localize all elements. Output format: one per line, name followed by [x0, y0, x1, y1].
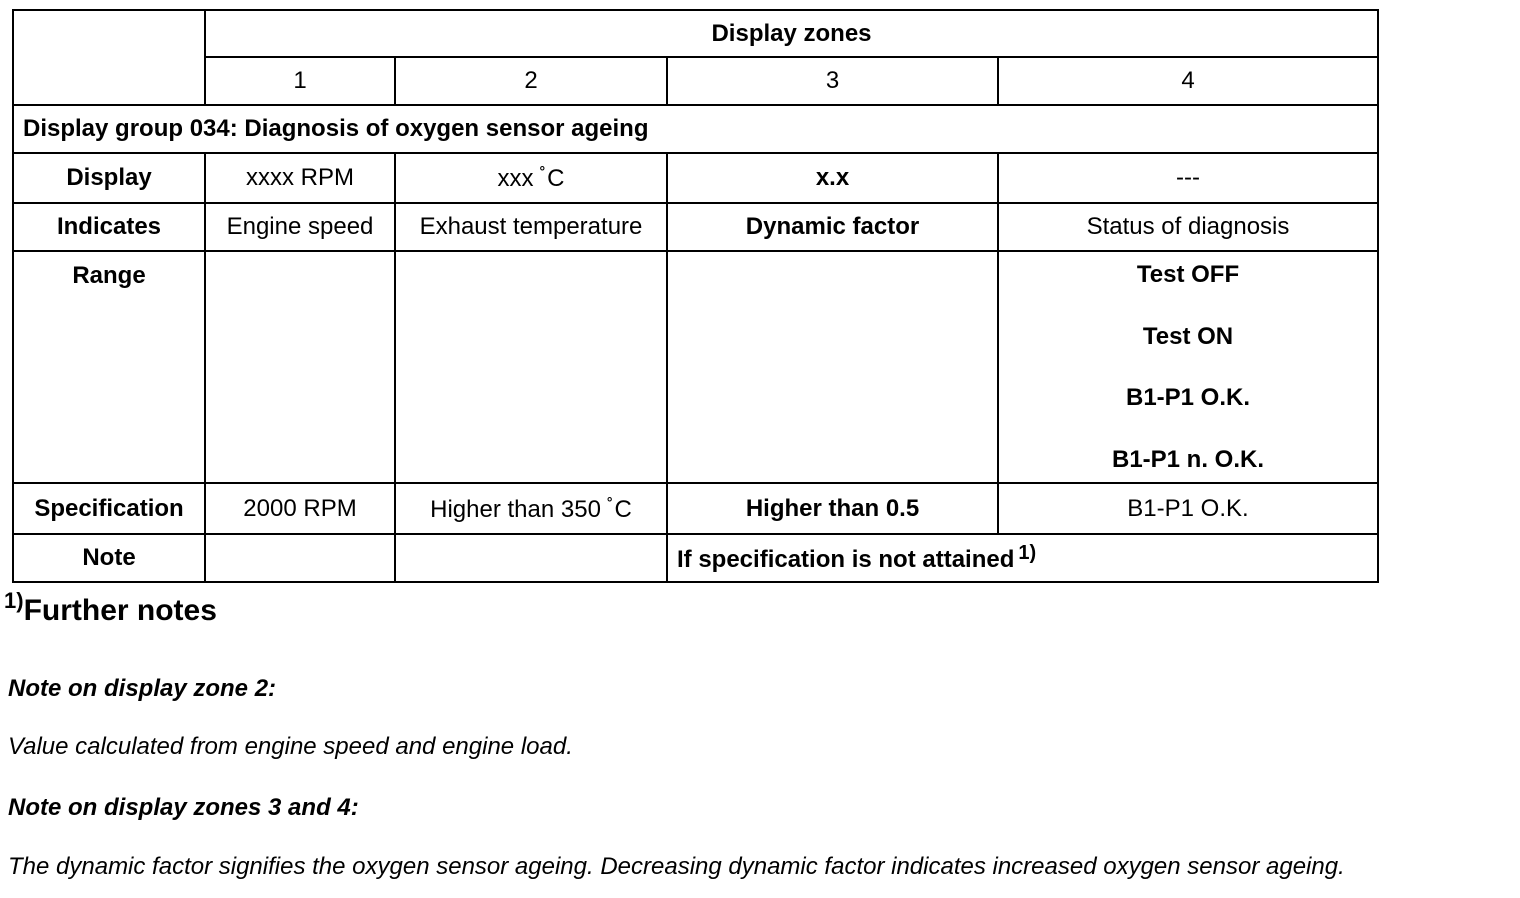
zone-1-header: 1 [205, 57, 395, 105]
degree-symbol: ° [606, 493, 613, 510]
range-zone-1 [205, 251, 395, 483]
zone-3-header: 3 [667, 57, 998, 105]
specification-zone-1: 2000 RPM [205, 483, 395, 534]
indicates-label: Indicates [13, 203, 205, 251]
zone-4-header: 4 [998, 57, 1378, 105]
range-item-ok: B1-P1 O.K. [1125, 384, 1251, 411]
specification-zone-4: B1-P1 O.K. [998, 483, 1378, 534]
indicates-zone-2: Exhaust temperature [395, 203, 667, 251]
display-row [13, 153, 1378, 203]
range-label: Range [13, 251, 205, 483]
note-zone-2-text: Value calculated from engine speed and engine load. [8, 733, 573, 760]
display-label: Display [13, 153, 205, 203]
specification-zone-2-unit: C [614, 495, 632, 523]
specification-zone-3: Higher than 0.5 [667, 483, 998, 534]
footnote-mark: 1) [4, 588, 24, 613]
indicates-zone-3: Dynamic factor [667, 203, 998, 251]
display-group-title: Display group 034: Diagnosis of oxygen sensor ageing [13, 105, 1378, 153]
further-notes-title: Further notes [23, 594, 217, 627]
range-item-not-ok: B1-P1 n. O.K. [1111, 445, 1265, 473]
note-zone-2 [395, 534, 667, 582]
specification-row [13, 483, 1378, 534]
note-text: If specification is not attained [677, 546, 1015, 573]
display-zone-3: x.x [667, 153, 998, 203]
note-zone-1 [205, 534, 395, 582]
header-row [13, 10, 1378, 57]
note-zone-2-heading: Note on display zone 2: [8, 675, 277, 702]
degree-symbol: ° [539, 163, 546, 179]
further-notes-heading [4, 588, 217, 628]
display-zone-2-value: xxx [497, 165, 534, 192]
group-title-row [13, 105, 1378, 153]
note-label: Note [13, 534, 205, 582]
specification-zone-2 [395, 483, 667, 534]
footnote-reference: 1) [1018, 542, 1037, 564]
note-zones-3-4-text: The dynamic factor signifies the oxygen sensor ageing. Decreasing dynamic factor indicates increased oxygen sensor ageing. [8, 853, 1345, 880]
zone-number-row [13, 57, 1378, 105]
display-zones-heading: Display zones [205, 10, 1378, 57]
note-row [13, 534, 1378, 582]
indicates-zone-1: Engine speed [205, 203, 395, 251]
range-zone-3 [667, 251, 998, 483]
display-zone-2-unit: C [547, 165, 565, 192]
specification-zone-2-value: Higher than 350 [430, 495, 601, 523]
display-group-table [12, 9, 1379, 583]
indicates-zone-4: Status of diagnosis [998, 203, 1378, 251]
display-zone-4: --- [998, 153, 1378, 203]
range-row [13, 251, 1378, 483]
range-zone-2 [395, 251, 667, 483]
display-zone-2 [395, 153, 667, 203]
range-item-test-on: Test ON [1142, 322, 1234, 350]
note-zones-3-4-heading: Note on display zones 3 and 4: [8, 794, 359, 821]
range-item-test-off: Test OFF [1136, 261, 1240, 288]
indicates-row [13, 203, 1378, 251]
range-zone-4 [998, 251, 1378, 483]
header-corner-cell [13, 10, 205, 105]
note-text-cell [667, 534, 1378, 582]
display-zone-1: xxxx RPM [205, 153, 395, 203]
zone-2-header: 2 [395, 57, 667, 105]
specification-label: Specification [13, 483, 205, 534]
